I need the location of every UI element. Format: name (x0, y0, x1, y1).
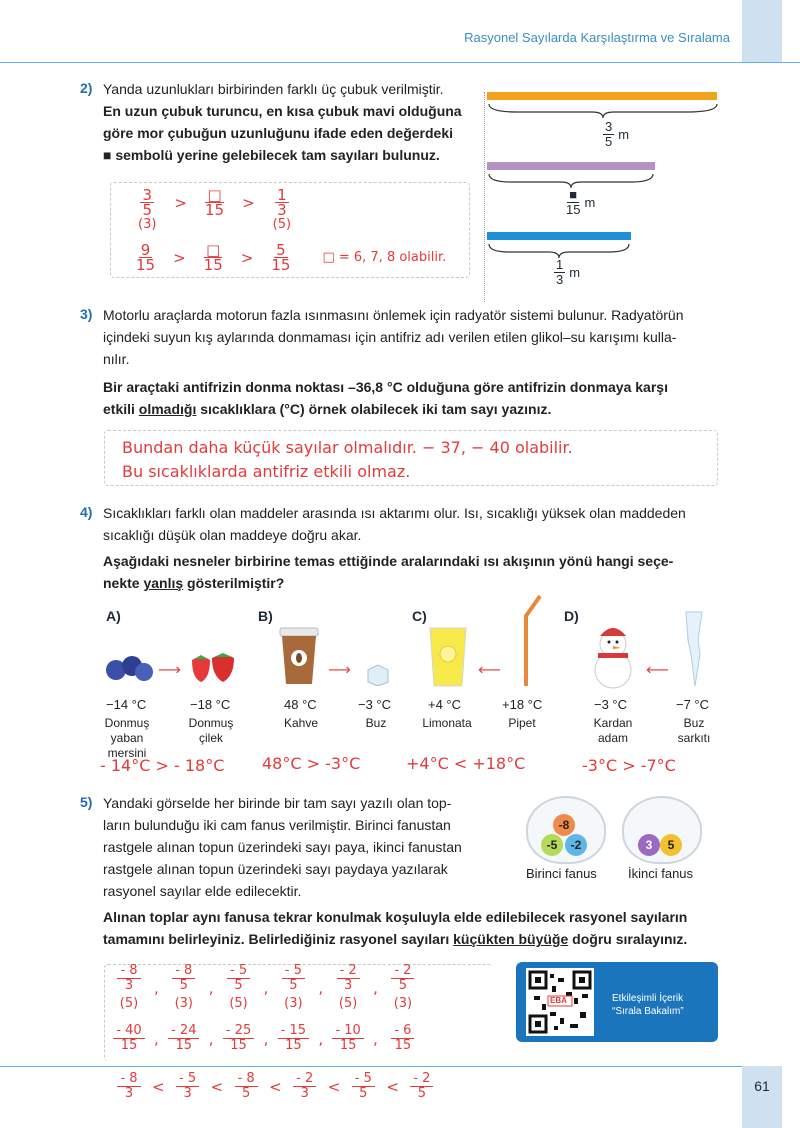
option-a-name1: Donmuş yaban mersini (104, 716, 150, 760)
q5-fraction (331, 964, 365, 1011)
question-2-number: 2) (80, 80, 93, 96)
straw-icon (516, 594, 546, 688)
option-b-arrow: ⟶ (328, 662, 349, 679)
q5-expansion: (3) (393, 996, 413, 1011)
q3-handwriting-line1: Bundan daha küçük sayılar olmalıdır. − 37, − 40 olabilir. (122, 438, 573, 457)
q5-fraction (112, 1072, 146, 1101)
q5-numerator: - 8 (235, 1072, 258, 1087)
q5-fraction (331, 1024, 365, 1053)
option-c-name2: Pipet (508, 716, 536, 730)
q5-denominator: 5 (417, 1086, 427, 1101)
q2-line1: Yanda uzunlukları birbirinden farklı üç çubuk verilmiştir. (103, 81, 444, 97)
q5-bold-line2: tamamını belirleyiniz. Belirlediğiniz rasyonel sayıları küçükten büyüğe doğru sıralayınız. (103, 931, 688, 947)
header-divider (0, 62, 800, 63)
q4-bold-line2: nekte yanlış gösterilmiştir? (103, 575, 285, 591)
q3-line2: içindeki suyun kış aylarında donmaması için antifriz adı verilen etilen glikol–su karışımı kulla- (103, 329, 677, 345)
q2-line2: En uzun çubuk turuncu, en kısa çubuk mavi olduğuna (103, 103, 462, 119)
q5-numerator: - 5 (176, 1072, 199, 1087)
q4-line1: Sıcaklıkları farklı olan maddeler arasında ısı aktarımı olur. Isı, sıcaklığı yüksek olan maddeden (103, 505, 686, 521)
q2-line3: göre mor çubuğun uzunluğunu ifade eden değerdeki (103, 125, 454, 141)
q4-handwriting-d: -3°C > -7°C (582, 756, 676, 775)
q5-line3: rastgele alınan topun üzerindeki sayı paya, ikinci fanustan (103, 839, 462, 855)
q5-denominator: 15 (339, 1038, 357, 1053)
option-a-temp2: −18 °C (190, 697, 231, 712)
option-a-temp1: −14 °C (106, 697, 147, 712)
option-a-arrow: ⟶ (158, 662, 179, 679)
q5-denominator: 5 (398, 978, 408, 993)
q5-denominator: 5 (179, 978, 188, 993)
bars-reference-line (484, 92, 486, 302)
question-4-text (103, 502, 723, 594)
option-b-name2: Buz (365, 716, 387, 730)
snowman-icon (584, 620, 642, 690)
question-3-number: 3) (80, 306, 93, 322)
ball-5: 5 (660, 834, 682, 856)
page-number: 61 (754, 1078, 770, 1094)
question-2-text (103, 78, 483, 166)
q5-denominator: 5 (242, 1086, 251, 1101)
option-d-label: D) (564, 608, 579, 624)
q4-handwriting-c: +4°C < +18°C (406, 754, 526, 773)
q5-fraction (386, 1024, 420, 1053)
q5-line5: rasyonel sayılar elde edilecektir. (103, 883, 302, 899)
q5-numerator: - 6 (391, 1024, 414, 1039)
option-c-temp2: +18 °C (502, 697, 543, 712)
q5-numerator: - 15 (278, 1024, 309, 1039)
lemonade-glass-icon (426, 624, 470, 688)
q5-expansion: (3) (174, 996, 193, 1011)
q5-line1: Yandaki görselde her birinde bir tam sayı yazılı olan top- (103, 795, 452, 811)
q5-denominator: 15 (120, 1038, 138, 1053)
ball-minus-2: -2 (565, 834, 587, 856)
blue-bar (487, 232, 631, 240)
q5-handwriting-row3 (112, 1072, 439, 1101)
q5-denominator: 3 (124, 978, 134, 993)
q5-separator: , (154, 1029, 159, 1048)
option-d-temp1: −3 °C (594, 697, 628, 712)
q5-numerator: - 25 (223, 1024, 254, 1039)
q5-denominator: 15 (394, 1038, 412, 1053)
q5-separator: , (263, 978, 269, 997)
option-a-name2: Donmuş çilek (188, 716, 234, 745)
q5-separator: < (327, 1077, 341, 1096)
q5-fraction (222, 964, 256, 1011)
q5-numerator: - 24 (168, 1024, 199, 1039)
orange-bar (487, 92, 717, 100)
q5-bold-line1: Alınan toplar aynı fanusa tekrar konulmak koşuluyla elde edilebilecek rasyonel sayıların (103, 909, 688, 925)
q5-numerator: - 8 (117, 1072, 140, 1087)
q5-numerator: - 5 (227, 964, 250, 979)
question-4-number: 4) (80, 504, 93, 520)
q5-fraction (167, 964, 201, 1011)
q5-fraction (346, 1072, 380, 1101)
option-c-name1: Limonata (422, 716, 472, 730)
ball-minus-8: -8 (553, 814, 575, 836)
q5-separator: < (269, 1077, 282, 1096)
option-d-name1: Kardan adam (593, 716, 633, 745)
qr-card-text (612, 992, 684, 1018)
q2-line4: ■ sembolü yerine gelebilecek tam sayıları bulunuz. (103, 147, 440, 163)
q5-separator: , (208, 1029, 214, 1048)
footer-divider (0, 1066, 742, 1067)
page-number-box (742, 1066, 782, 1128)
q5-fraction (112, 1024, 146, 1053)
option-a-label: A) (106, 608, 121, 624)
purple-bar (487, 162, 655, 170)
q4-handwriting-b: 48°C > -3°C (262, 754, 361, 773)
q5-separator: , (318, 1029, 324, 1048)
q5-numerator: - 40 (113, 1024, 144, 1039)
q5-denominator: 5 (234, 978, 243, 993)
qr-card-subtitle: “Sırala Bakalım” (612, 1006, 684, 1017)
option-b-temp1: 48 °C (284, 697, 317, 712)
ice-cube-icon (364, 662, 390, 686)
q5-denominator: 5 (359, 1086, 368, 1101)
option-d-temp2: −7 °C (676, 697, 710, 712)
q5-numerator: - 5 (352, 1072, 375, 1087)
purple-bar-length: $\frac{■}{15}$ m (566, 187, 596, 217)
q5-fraction (167, 1024, 201, 1053)
q5-expansion: (5) (338, 996, 358, 1011)
question-5-instruction (103, 906, 743, 950)
q5-numerator: - 10 (332, 1024, 363, 1039)
q5-numerator: - 2 (410, 1072, 433, 1087)
q5-numerator: - 2 (337, 964, 360, 979)
q4-bold-line1: Aşağıdaki nesneler birbirine temas ettiğinde aralarındaki ısı akışının yönü hangi seçe- (103, 553, 674, 569)
q5-handwriting-row1 (112, 964, 420, 1011)
option-b-label: B) (258, 608, 273, 624)
q5-numerator: - 2 (391, 964, 414, 979)
coffee-cup-icon (274, 626, 324, 686)
q5-denominator: 15 (175, 1038, 193, 1053)
option-c-label: C) (412, 608, 427, 624)
q4-handwriting-a: - 14°C > - 18°C (100, 756, 225, 775)
q5-denominator: 3 (124, 1086, 134, 1101)
option-b-temp2: −3 °C (358, 697, 392, 712)
q5-separator: , (373, 1029, 378, 1048)
q5-numerator: - 5 (282, 964, 305, 979)
q5-denominator: 3 (300, 1086, 309, 1101)
q5-fraction (229, 1072, 263, 1101)
q5-fraction (386, 964, 420, 1011)
q5-denominator: 15 (285, 1038, 302, 1053)
q5-separator: < (152, 1077, 165, 1096)
q5-fraction (288, 1072, 322, 1101)
option-c-temp1: +4 °C (428, 697, 462, 712)
second-bowl-label: İkinci fanus (628, 866, 694, 881)
q5-separator: , (208, 978, 214, 997)
q5-numerator: - 2 (293, 1072, 316, 1087)
q3-handwriting-line2: Bu sıcaklıklarda antifriz etkili olmaz. (122, 462, 411, 481)
q5-line4: rastgele alınan topun üzerindeki sayı paydaya yazılarak (103, 861, 448, 877)
q4-line2: sıcaklığı düşük olan maddeye doğru akar. (103, 527, 362, 543)
q5-fraction (276, 964, 310, 1011)
question-5-text (103, 792, 495, 902)
eba-logo: EBA (550, 996, 567, 1005)
strawberry-icon (188, 652, 238, 684)
q5-fraction (222, 1024, 256, 1053)
blueberry-icon (104, 652, 154, 684)
q3-bold-line2: etkili olmadığı sıcaklıklara (°C) örnek olabilecek iki tam sayı yazınız. (103, 401, 552, 417)
blue-bar-length: $\frac{1}{3}$ m (556, 257, 581, 287)
option-d-arrow: ⟵ (646, 662, 667, 679)
q5-numerator: - 8 (172, 964, 195, 979)
q5-fraction (112, 964, 146, 1011)
icicle-icon (682, 610, 706, 688)
q5-denominator: 5 (289, 978, 298, 993)
q5-denominator: 3 (343, 978, 353, 993)
q5-numerator: - 8 (117, 964, 140, 979)
question-5-number: 5) (80, 794, 93, 810)
q5-separator: , (263, 1029, 269, 1048)
q5-separator: , (154, 978, 159, 997)
q3-line3: nılır. (103, 351, 130, 367)
q5-handwriting-row2 (112, 1024, 420, 1053)
q5-fraction (276, 1024, 310, 1053)
question-3-text (103, 304, 723, 420)
q5-fraction (405, 1072, 439, 1101)
option-b-name1: Kahve (283, 716, 319, 730)
q5-separator: , (318, 978, 324, 997)
q5-separator: < (210, 1077, 224, 1096)
qr-card-title: Etkileşimli İçerik (612, 993, 684, 1004)
q5-fraction (171, 1072, 205, 1101)
q5-expansion: (3) (284, 996, 303, 1011)
q5-separator: , (373, 978, 378, 997)
q3-line1: Motorlu araçlarda motorun fazla ısınmasını önlemek için radyatör sistemi bulunur. Radyatörün (103, 307, 684, 323)
q5-line2: ların bulunduğu iki cam fanus verilmiştir. Birinci fanustan (103, 817, 451, 833)
q2-handwriting-row1: $\frac{3}{5}$ (3) > $\frac{□}{15}$ > $\frac{1}{3}$ (5) (138, 186, 292, 232)
page-header-title: Rasyonel Sayılarda Karşılaştırma ve Sıralama (464, 30, 730, 45)
q3-bold-line1: Bir araçtaki antifrizin donma noktası –36,8 °C olduğuna göre antifrizin donmaya karşı (103, 379, 668, 395)
q2-handwriting-row2: $\frac{9}{15}$ > $\frac{□}{15}$ > $\frac{5}{15}$ □ = 6, 7, 8 olabilir. (136, 241, 447, 274)
orange-bar-brace (487, 102, 719, 120)
q5-expansion: (5) (229, 996, 248, 1011)
first-bowl-label: Birinci fanus (526, 866, 597, 881)
q5-separator: < (386, 1077, 399, 1096)
q5-denominator: 3 (183, 1086, 192, 1101)
q5-expansion: (5) (119, 996, 139, 1011)
q5-denominator: 15 (230, 1038, 247, 1053)
ball-3: 3 (638, 834, 660, 856)
ball-minus-5: -5 (541, 834, 563, 856)
option-c-arrow: ⟵ (478, 662, 499, 679)
second-bowl (622, 796, 702, 864)
option-d-name2: Buz sarkıtı (677, 716, 711, 745)
orange-bar-length: $\frac{3}{5}$ m (605, 119, 630, 149)
header-tab (742, 0, 782, 62)
